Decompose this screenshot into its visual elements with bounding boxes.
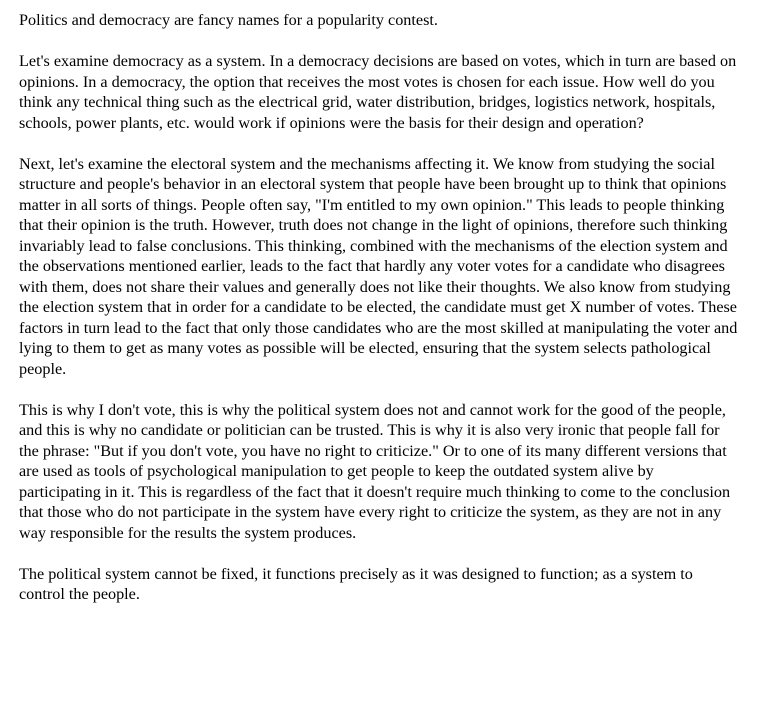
document-body [19,10,739,605]
paragraph-why-not-vote: This is why I don't vote, this is why the political system does not and cannot work for the good of the people, and this is why no candidate or politician can be trusted. This is why it is also very ironic that people fall for the phrase: "But if you don't vote, you have no right to criticize." Or to one of its many different versions that are used as tools of psychological manipulation to get people to keep the outdated system alive by participating in it. This is regardless of the fact that it doesn't require much thinking to come to the conclusion that those who do not participate in the system have every right to criticize the system, as they are not in any way responsible for the results the system produces. [19,400,731,542]
paragraph-electoral-system: Next, let's examine the electoral system and the mechanisms affecting it. We know from studying the social structure and people's behavior in an electoral system that people have been brought up to think that opinions matter in all sorts of things. People often say, "I'm entitled to my own opinion." This leads to people thinking that their opinion is the truth. However, truth does not change in the light of opinions, therefore such thinking invariably lead to false conclusions. This thinking, combined with the mechanisms of the election system and the observations mentioned earlier, leads to the fact that hardly any voter votes for a candidate who disagrees with them, does not share their values and generally does not like their thoughts. We also know from studying the election system that in order for a candidate to be elected, the candidate must get X number of votes. These factors in turn lead to the fact that only those candidates who are the most skilled at manipulating the voter and lying to them to get as many votes as possible will be elected, ensuring that the system selects pathological people. [19,154,738,378]
paragraph-conclusion: The political system cannot be fixed, it functions precisely as it was designed to function; as a system to control the people. [19,564,693,603]
paragraph-intro: Politics and democracy are fancy names for a popularity contest. [19,11,438,29]
paragraph-democracy: Let's examine democracy as a system. In a democracy decisions are based on votes, which in turn are based on opinions. In a democracy, the option that receives the most votes is chosen for each issue. How well do you think any technical thing such as the electrical grid, water distribution, bridges, logistics network, hospitals, schools, power plants, etc. would work if opinions were the basis for their design and operation? [19,52,737,132]
